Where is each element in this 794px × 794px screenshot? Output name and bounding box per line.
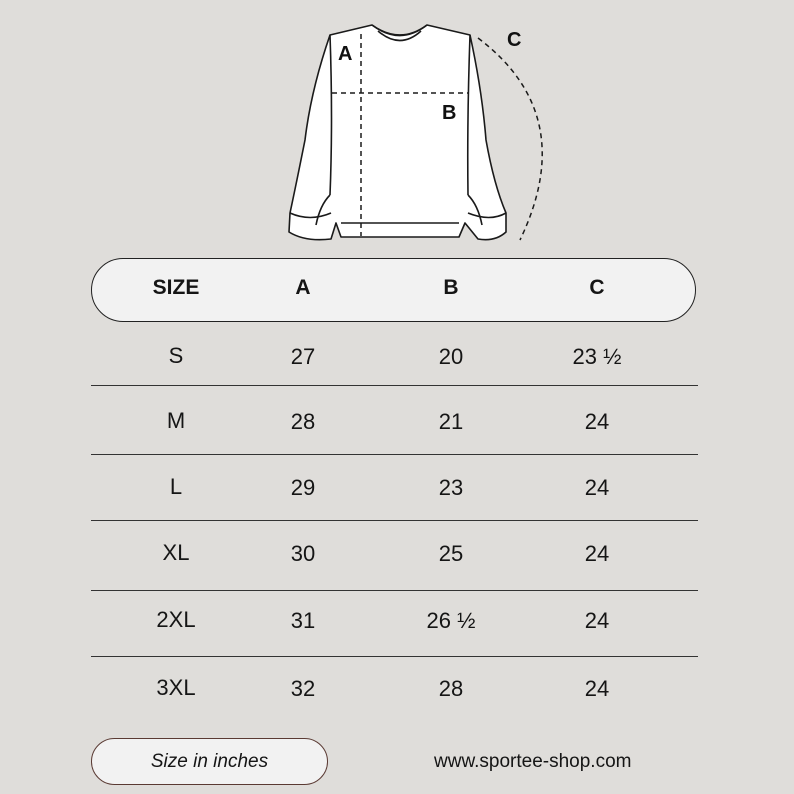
header-size: SIZE [152, 276, 200, 299]
unit-note-badge: Size in inches [91, 738, 328, 785]
website-url: www.sportee-shop.com [434, 751, 632, 772]
table-cell-a: 29 [290, 475, 316, 500]
table-cell-a: 27 [290, 344, 316, 369]
header-a: A [295, 276, 311, 299]
table-cell-size: S [168, 343, 184, 368]
header-b: B [443, 276, 459, 299]
table-cell-c: 24 [584, 475, 610, 500]
table-cell-size: M [166, 408, 186, 433]
table-cell-size: XL [162, 540, 190, 565]
header-c: C [589, 276, 605, 299]
table-cell-a: 30 [290, 541, 316, 566]
table-cell-c: 23 ½ [572, 344, 622, 369]
label-a: A [338, 43, 353, 65]
table-cell-c: 24 [584, 541, 610, 566]
table-cell-a: 28 [290, 409, 316, 434]
sweatshirt-outline-icon [289, 25, 506, 240]
table-cell-a: 31 [290, 608, 316, 633]
table-cell-b: 23 [438, 475, 464, 500]
table-cell-size: L [169, 474, 183, 499]
table-cell-c: 24 [584, 608, 610, 633]
table-cell-b: 26 ½ [426, 608, 476, 633]
label-c: C [507, 29, 522, 51]
row-divider [91, 385, 698, 386]
table-cell-size: 2XL [156, 607, 196, 632]
table-cell-c: 24 [584, 409, 610, 434]
table-cell-a: 32 [290, 676, 316, 701]
table-cell-size: 3XL [156, 675, 196, 700]
table-cell-b: 20 [438, 344, 464, 369]
table-cell-b: 28 [438, 676, 464, 701]
row-divider [91, 656, 698, 657]
row-divider [91, 520, 698, 521]
table-cell-c: 24 [584, 676, 610, 701]
label-b: B [442, 102, 457, 124]
sweatshirt-diagram [0, 0, 794, 250]
table-cell-b: 25 [438, 541, 464, 566]
row-divider [91, 454, 698, 455]
row-divider [91, 590, 698, 591]
table-cell-b: 21 [438, 409, 464, 434]
